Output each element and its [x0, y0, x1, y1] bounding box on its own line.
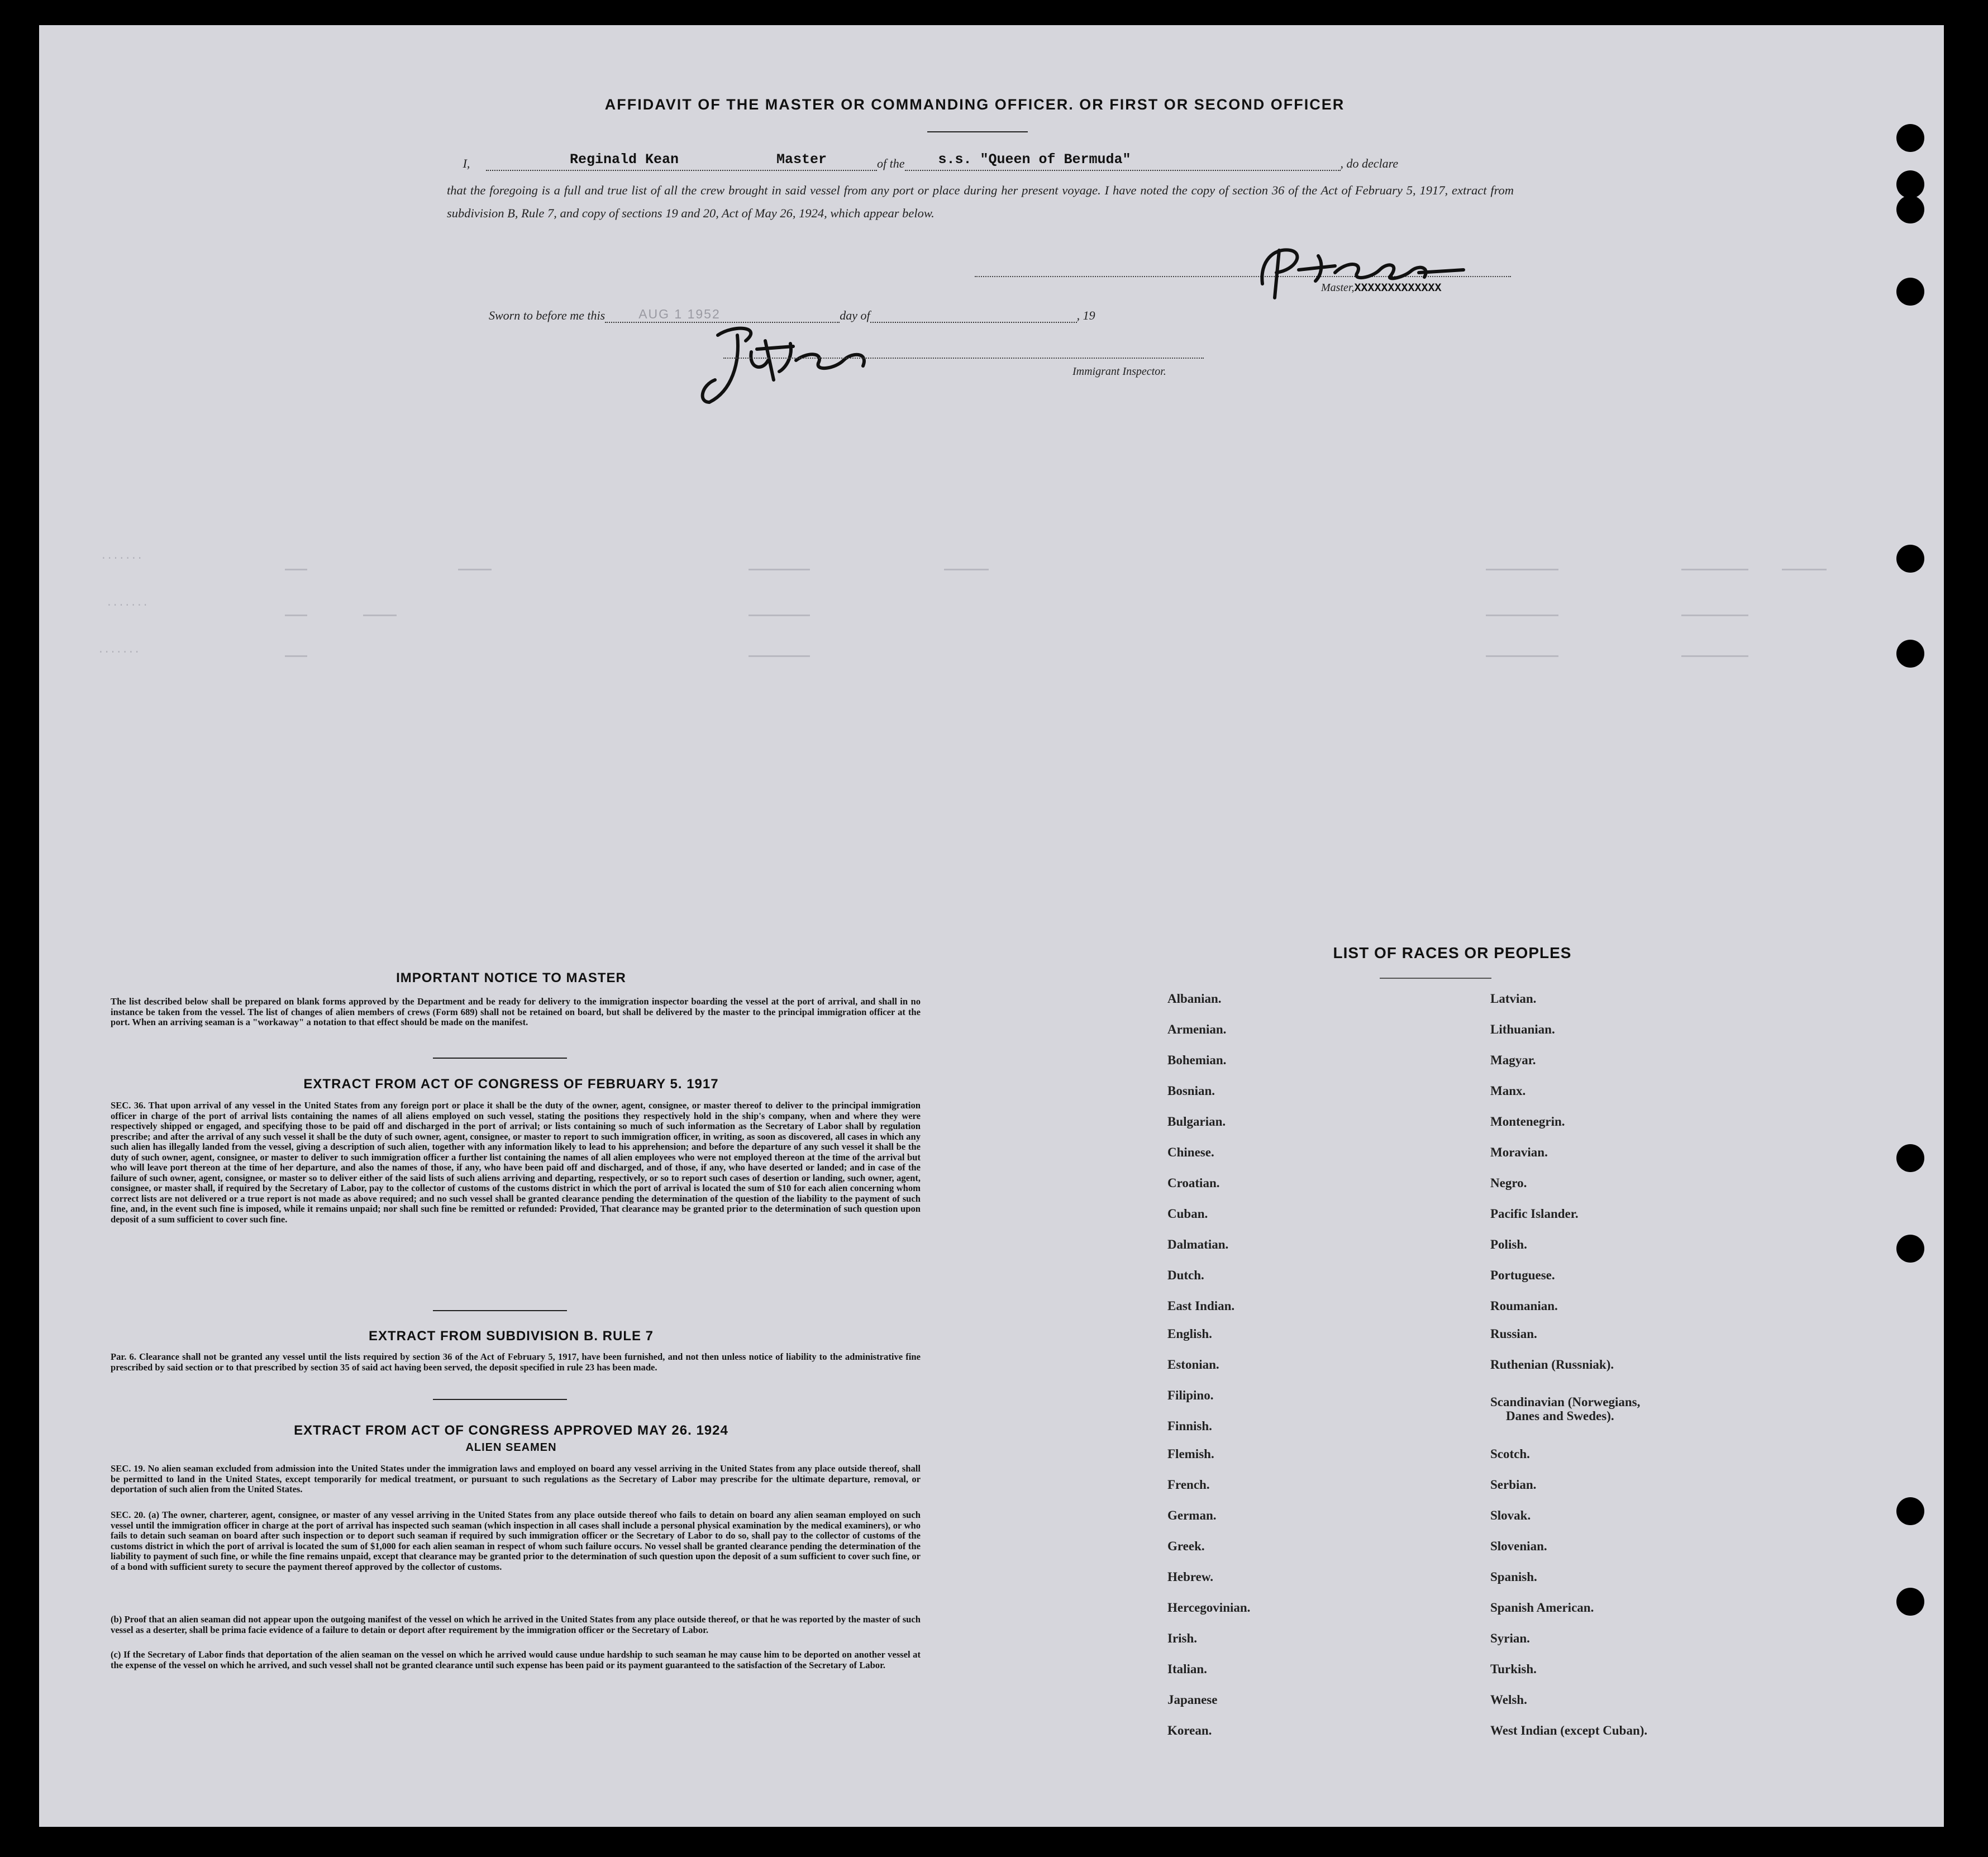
race-item: Moravian.: [1490, 1145, 1548, 1159]
faint-mark: ·······: [101, 553, 143, 564]
sec19-text: SEC. 19. No alien seaman excluded from admission into the United States under the immigration laws and employed on board any vessel arriving in the United States from any place outside thereof, shall be permitted to land in the United States, except temporarily for medical treatment, or pursuant to such regulations as the Secretary of Labor may prescribe for the ultimate departure, removal, or deportation of such alien from the United States.: [111, 1463, 921, 1494]
master-name: Reginald Kean: [570, 151, 679, 168]
do-declare-label: , do declare: [1340, 156, 1399, 170]
race-item: Portuguese.: [1490, 1268, 1555, 1282]
faint-mark: ·······: [98, 647, 140, 658]
race-item: Spanish.: [1490, 1570, 1537, 1584]
faint-dash: [1782, 569, 1827, 570]
binder-hole: [1896, 124, 1924, 152]
race-item: French.: [1167, 1478, 1210, 1492]
vessel-name: s.s. "Queen of Bermuda": [938, 151, 1131, 168]
race-item: Cuban.: [1167, 1207, 1208, 1221]
of-the-label: of the: [877, 156, 905, 170]
race-item: Greek.: [1167, 1539, 1205, 1553]
binder-hole: [1896, 170, 1924, 198]
race-item: Japanese: [1167, 1693, 1218, 1707]
race-item: German.: [1167, 1508, 1217, 1522]
race-item: Korean.: [1167, 1723, 1212, 1737]
race-item: Scandinavian (Norwegians,: [1490, 1395, 1641, 1409]
faint-dash: [749, 655, 810, 657]
race-item: Serbian.: [1490, 1478, 1537, 1492]
faint-dash: [944, 569, 989, 570]
race-item: Bulgarian.: [1167, 1115, 1226, 1129]
rule7-text: Par. 6. Clearance shall not be granted any vessel until the lists required by section 36 of the Act of February 5, 1917, have been furnished, and not then unless notice of liability to the administrative fine prescribed by said section or to that prescribed by section 35 of said act having been served, the deposit specified in rule 23 has been made.: [111, 1351, 921, 1373]
race-item: Spanish American.: [1490, 1601, 1594, 1615]
race-item: Hebrew.: [1167, 1570, 1213, 1584]
race-item: Finnish.: [1167, 1419, 1212, 1433]
race-item: Montenegrin.: [1490, 1115, 1565, 1129]
inspector-signature: [695, 318, 885, 408]
faint-dash: [285, 615, 307, 616]
rule7-heading: EXTRACT FROM SUBDIVISION B. RULE 7: [368, 1329, 654, 1344]
declaration-body: that the foregoing is a full and true list of all the crew brought in said vessel from any port or place during her present voyage. I have noted the copy of section 36 of the Act of February 5, 1917, extract from subdivision B, Rule 7, and copy of sections 19 and 20, Act of May 26, 1924, which appear below.: [447, 183, 1514, 220]
inspector-signature-line: [723, 358, 1204, 359]
divider: [1380, 978, 1491, 979]
race-item: Polish.: [1490, 1237, 1527, 1251]
race-item: East Indian.: [1167, 1299, 1235, 1313]
race-item: Ruthenian (Russniak).: [1490, 1358, 1614, 1372]
binder-hole: [1896, 1588, 1924, 1616]
binder-hole: [1896, 545, 1924, 573]
faint-dash: [1681, 655, 1748, 657]
race-item: Chinese.: [1167, 1145, 1214, 1159]
divider: [927, 131, 1028, 132]
race-item: West Indian (except Cuban).: [1490, 1723, 1648, 1737]
race-item: Estonian.: [1167, 1358, 1219, 1372]
binder-hole: [1896, 1497, 1924, 1525]
declaration-line: [447, 152, 1398, 171]
race-item: Latvian.: [1490, 992, 1537, 1006]
race-item: Scotch.: [1490, 1447, 1530, 1461]
race-item: Negro.: [1490, 1176, 1527, 1190]
faint-dash: [1486, 655, 1558, 657]
race-item: Filipino.: [1167, 1388, 1214, 1402]
faint-dash: [285, 569, 307, 570]
race-item: Croatian.: [1167, 1176, 1220, 1190]
faint-dash: [458, 569, 492, 570]
divider: [433, 1310, 567, 1311]
faint-dash: [1681, 569, 1748, 570]
notice-text: The list described below shall be prepared on blank forms approved by the Department and be ready for delivery to the immigration inspector boarding the vessel at the port of arrival, and shall in no instance be taken from the vessel. The list of changes of alien members of crews (Form 689) shall not be retained on board, but shall be delivered by the master to the principal immigration officer at the port. When an arriving seaman is a "workaway" a notation to that effect should be made on the manifest.: [111, 996, 921, 1027]
day-of-label: day of: [840, 308, 870, 322]
binder-hole: [1896, 196, 1924, 223]
sworn-label: Sworn to before me this: [489, 308, 606, 322]
race-item: Irish.: [1167, 1631, 1198, 1645]
divider: [433, 1058, 567, 1059]
race-item: Danes and Swedes).: [1506, 1409, 1614, 1423]
extract-1917-heading: EXTRACT FROM ACT OF CONGRESS OF FEBRUARY 5. 1917: [303, 1077, 719, 1092]
year-label: , 19: [1076, 308, 1095, 322]
race-item: Flemish.: [1167, 1447, 1214, 1461]
race-item: Italian.: [1167, 1662, 1207, 1676]
master-label: Master,: [1321, 282, 1355, 294]
race-item: Russian.: [1490, 1327, 1537, 1341]
extract-1917-text: SEC. 36. That upon arrival of any vessel in the United States from any foreign port or place it shall be the duty of the owner, agent, consignee, or master thereof to deliver to the principal immigration officer in charge of the port of arrival lists containing the names of all aliens employed on such vessel, stating the positions they respectively hold in the ship's company, when and where they were respectively shipped or engaged, and specifying those to be paid off and discharged in the port of arrival; or lists containing so much of such information as the Secretary of Labor shall by regulation prescribe; and after the arrival of any such vessel it shall be the duty of such owner, agent, consignee, or master to report to such immigration officer, in writing, as soon as discovered, all cases in which any such alien has illegally landed from the vessel, giving a description of such alien, together with any information likely to lead to his apprehension; and before the departure of any such vessel it shall be the duty of such owner, agent, consignee, or master to deliver to such immigration officer a further list containing the names of all alien employees who were not employed thereon at the time of the arrival but who will leave port thereon at the time of her departure, and also the names of those, if any, who have been paid off and discharged, and of those, if any, who have deserted or landed; and in case of the failure of such owner, agent, consignee, or master so to deliver either of the said lists of such aliens arriving and departing, respectively, or so to report such cases of desertion or landing, such owner, agent, consignee, or master shall, if required by the Secretary of Labor, pay to the collector of customs of the customs district in which the port of arrival is located the sum of $10 for each alien concerning whom correct lists are not delivered or a true report is not made as above required; and no such vessel shall be granted clearance pending the determination of the question of the liability to the payment of such fine, and, in the event such fine is imposed, while it remains unpaid; nor shall such fine be remitted or refunded: Provided, That clearance may be granted prior to the determination of such question upon deposit of a sum sufficient to cover such fine.: [111, 1100, 921, 1225]
race-item: Lithuanian.: [1490, 1022, 1555, 1036]
master-rank: Master: [776, 151, 827, 168]
divider: [433, 1399, 567, 1400]
race-item: Welsh.: [1490, 1693, 1527, 1707]
extract-1924-heading: EXTRACT FROM ACT OF CONGRESS APPROVED MAY 26. 1924: [294, 1423, 728, 1438]
faint-dash: [1486, 615, 1558, 616]
notice-heading: IMPORTANT NOTICE TO MASTER: [396, 970, 626, 985]
master-title-line: [1321, 282, 1441, 295]
race-item: English.: [1167, 1327, 1212, 1341]
race-item: Albanian.: [1167, 992, 1222, 1006]
race-item: Magyar.: [1490, 1053, 1536, 1067]
faint-dash: [1486, 569, 1558, 570]
faint-dash: [285, 655, 307, 657]
race-item: Turkish.: [1490, 1662, 1537, 1676]
alien-seamen-subheading: ALIEN SEAMEN: [465, 1441, 557, 1454]
race-item: Syrian.: [1490, 1631, 1530, 1645]
inspector-label: Immigrant Inspector.: [1072, 365, 1166, 378]
binder-hole: [1896, 1144, 1924, 1172]
race-item: Roumanian.: [1490, 1299, 1558, 1313]
faint-dash: [749, 615, 810, 616]
race-item: Bosnian.: [1167, 1084, 1215, 1098]
faint-dash: [749, 569, 810, 570]
race-item: Manx.: [1490, 1084, 1526, 1098]
race-item: Slovak.: [1490, 1508, 1531, 1522]
sec20a-text: SEC. 20. (a) The owner, charterer, agent, consignee, or master of any vessel arriving in the United States from any place outside thereof who fails to detain on board any alien seaman employed on such vessel until the immigration officer in charge at the port of arrival has inspected such seaman (which inspection in all cases shall include a personal physical examination by the medical examiners), or who fails to detain such seaman on board after such inspection or to deport such seaman if required by such immigration officer or the Secretary of Labor to do so, shall pay to the collector of customs of the customs district in which the port of arrival is located the sum of $1,000 for each alien seaman in respect of whom such failure occurs. No vessel shall be granted clearance pending the determination of the liability to payment of such fine, or while the fine remains unpaid, except that clearance may be granted prior to the determination of such question upon the deposit of a sum sufficient to cover such fine, or of a bond with sufficient surety to secure the payment thereof approved by the collector of customs.: [111, 1510, 921, 1572]
race-item: Hercegovinian.: [1167, 1601, 1251, 1615]
race-item: Armenian.: [1167, 1022, 1227, 1036]
race-item: Dutch.: [1167, 1268, 1204, 1282]
struck-title: XXXXXXXXXXXXX: [1354, 282, 1442, 295]
binder-hole: [1896, 1235, 1924, 1263]
sec20b-text: (b) Proof that an alien seaman did not appear upon the outgoing manifest of the vessel on which he arrived in the United States from any place outside thereof, or that he was reported by the master of such vessel as a deserter, shall be prima facie evidence of a failure to detain or deport after requirement by the immigration officer or the Secretary of Labor.: [111, 1614, 921, 1635]
date-stamp: AUG 1 1952: [638, 307, 721, 321]
faint-dash: [363, 615, 397, 616]
faint-dash: [1681, 615, 1748, 616]
race-item: Slovenian.: [1490, 1539, 1547, 1553]
binder-hole: [1896, 278, 1924, 306]
race-item: Bohemian.: [1167, 1053, 1227, 1067]
sec20c-text: (c) If the Secretary of Labor finds that deportation of the alien seaman on the vessel on which he arrived would cause undue hardship to such seaman he may cause him to be deported on another vessel at the expense of the vessel on which he arrived, and such vessel shall not be granted clearance until such expense has been paid or its payment guaranteed to the satisfaction of the Secretary of Labor.: [111, 1649, 921, 1670]
binder-hole: [1896, 640, 1924, 668]
race-item: Pacific Islander.: [1490, 1207, 1579, 1221]
races-heading: LIST OF RACES OR PEOPLES: [1333, 944, 1572, 961]
faint-mark: ·······: [106, 600, 149, 611]
race-item: Dalmatian.: [1167, 1237, 1229, 1251]
i-label: I,: [463, 156, 470, 170]
affidavit-title: AFFIDAVIT OF THE MASTER OR COMMANDING OFFICER. OR FIRST OR SECOND OFFICER: [604, 96, 1345, 113]
